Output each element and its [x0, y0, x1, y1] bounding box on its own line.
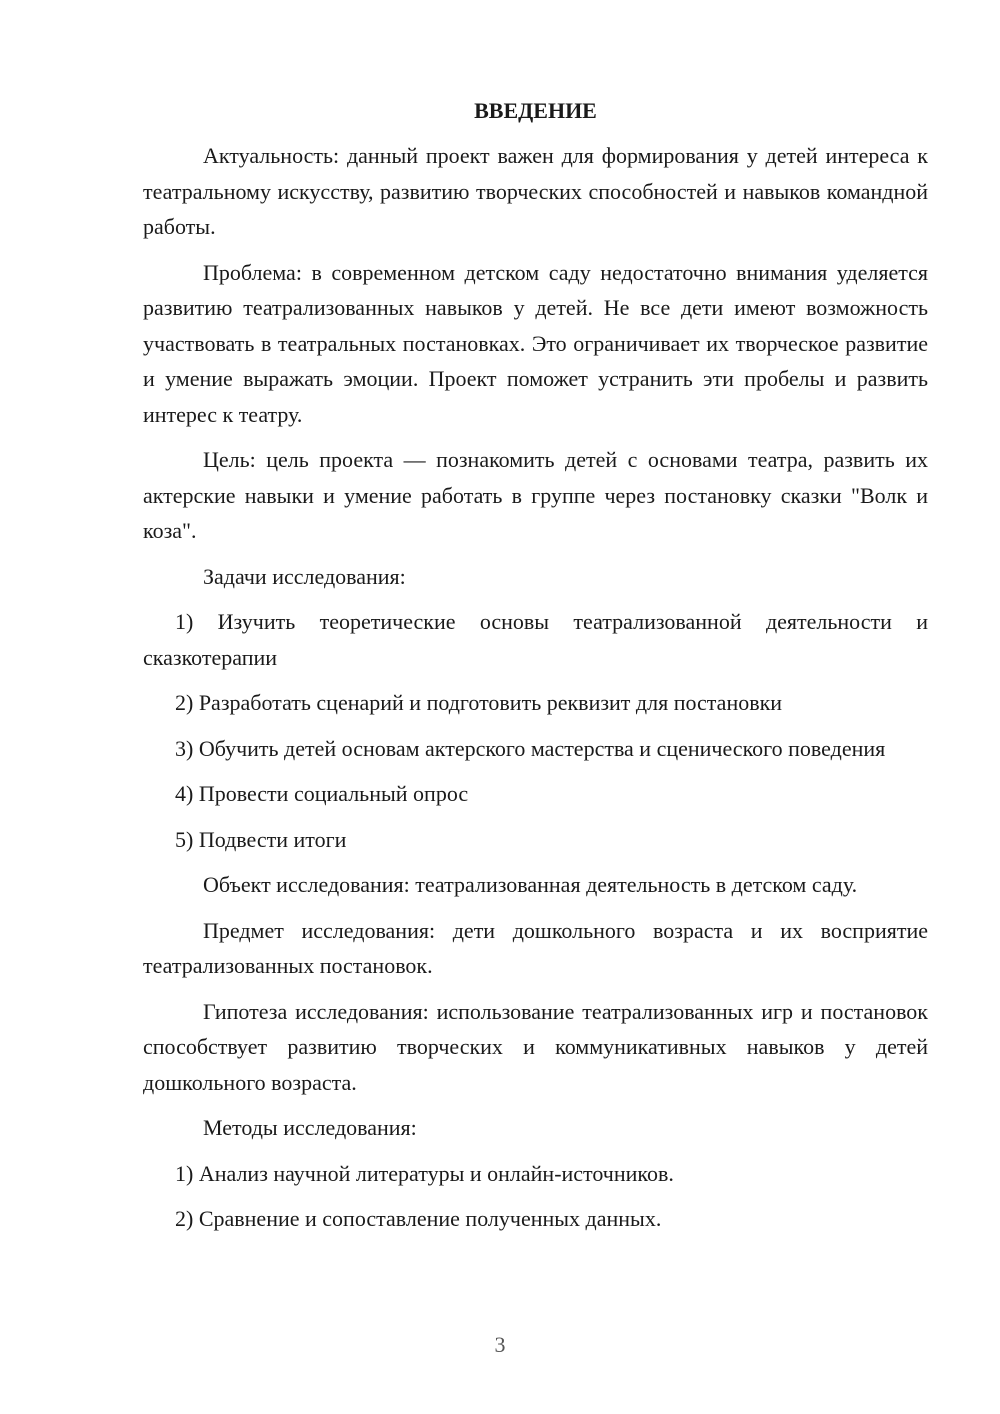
document-page [143, 92, 928, 1247]
task-item: 3) Обучить детей основам актерского мастерства и сценического поведения [175, 735, 886, 761]
page-number: 3 [494, 1332, 506, 1357]
section-title: ВВЕДЕНИЕ [474, 98, 597, 123]
relevance-paragraph: Актуальность: данный проект важен для формирования у детей интереса к театральному искусству, развитию творческих способностей и навыков командной работы. [143, 143, 928, 239]
subject-paragraph: Предмет исследования: дети дошкольного возраста и их восприятие театрализованных постановок. [143, 917, 928, 978]
tasks-heading: Задачи исследования: [203, 563, 406, 589]
problem-paragraph: Проблема: в современном детском саду недостаточно внимания уделяется развитию театрализованных навыков у детей. Не все дети имеют возможность участвовать в театральных постановках. Это ограничивает их творческое развитие и умение выражать эмоции. Проект поможет устранить эти пробелы и развить интерес к театру. [143, 259, 928, 427]
task-item: 4) Провести социальный опрос [175, 781, 469, 806]
goal-paragraph: Цель: цель проекта — познакомить детей с основами театра, развить их актерские навыки и умение работать в группе через постановку сказки "Волк и коза". [143, 447, 928, 543]
task-item: 2) Разработать сценарий и подготовить реквизит для постановки [175, 690, 783, 715]
methods-heading: Методы исследования: [203, 1115, 417, 1140]
task-item: 5) Подвести итоги [175, 826, 347, 852]
hypothesis-paragraph: Гипотеза исследования: использование театрализованных игр и постановок способствует развитию творческих и коммуникативных навыков у детей дошкольного возраста. [143, 998, 928, 1095]
task-item: 1) Изучить теоретические основы театрализованной деятельности и сказкотерапии [143, 609, 928, 670]
object-paragraph: Объект исследования: театрализованная деятельность в детском саду. [203, 872, 858, 897]
method-item: 2) Сравнение и сопоставление полученных данных. [175, 1206, 662, 1231]
method-item: 1) Анализ научной литературы и онлайн-источников. [175, 1160, 674, 1186]
